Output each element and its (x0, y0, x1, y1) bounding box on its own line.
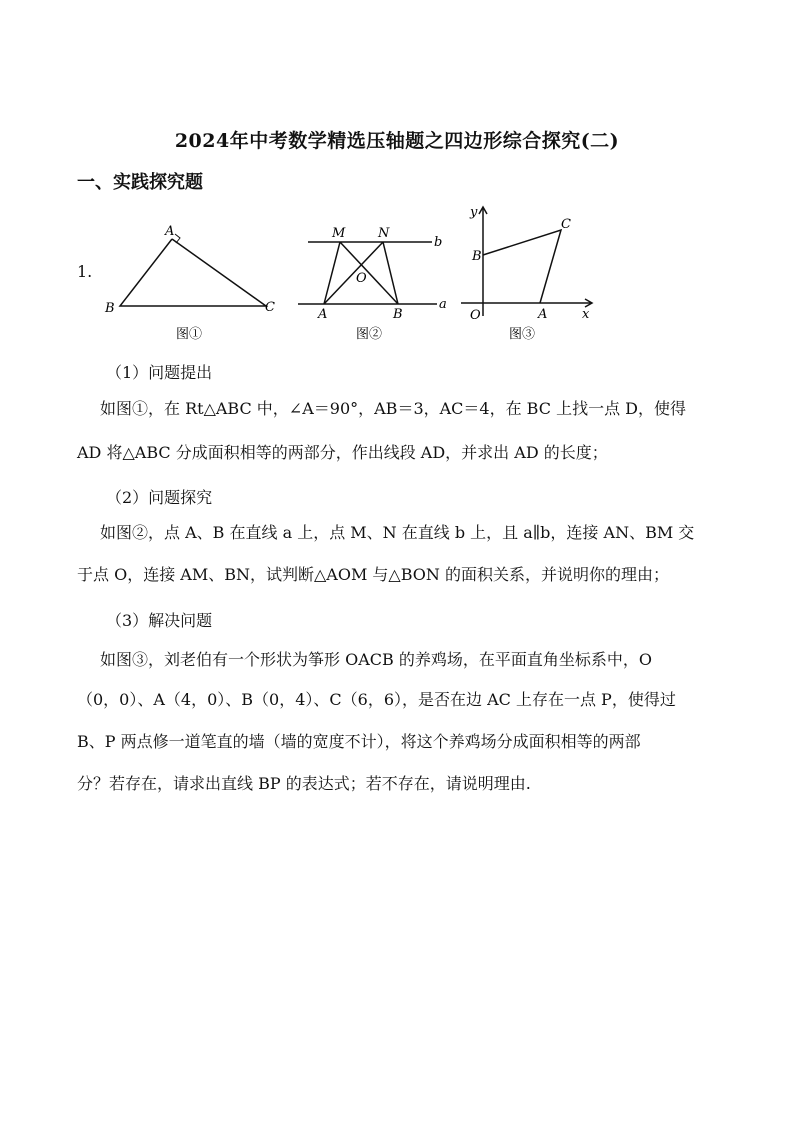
fig3-label-a: A (538, 307, 548, 322)
fig1-label-c: C (265, 300, 275, 315)
fig2-label-a-line: a (439, 297, 447, 312)
segment-bm (340, 242, 398, 304)
part1-line2: AD 将△ABC 分成面积相等的两部分，作出线段 AD，并求出 AD 的长度； (77, 443, 608, 462)
section-heading: 一、实践探究题 (77, 172, 203, 193)
part3-line1: 如图③，刘老伯有一个形状为筝形 OACB 的养鸡场，在平面直角坐标系中，O (100, 650, 652, 669)
page-title: 2024年中考数学精选压轴题之四边形综合探究(二) (174, 130, 620, 152)
figure-1 (120, 234, 266, 306)
segment-an (324, 242, 383, 304)
fig2-label-m: M (332, 226, 346, 241)
part2-line1: 如图②，点 A、B 在直线 a 上，点 M、N 在直线 b 上，且 a∥b，连接 AN、BM 交 (100, 523, 695, 542)
fig2-label-o: O (356, 271, 367, 286)
figure-2 (298, 242, 437, 304)
part3-heading: （3）解决问题 (106, 611, 213, 630)
fig3-label-c: C (561, 217, 571, 232)
fig2-label-a: A (318, 307, 328, 322)
fig3-label-o: O (470, 308, 481, 323)
fig3-caption: 图③ (509, 327, 536, 342)
part2-heading: （2）问题探究 (106, 488, 213, 507)
part3-line4: 分？若存在，请求出直线 BP 的表达式；若不存在，请说明理由. (77, 774, 531, 793)
fig3-label-b: B (472, 249, 482, 264)
figures (96, 198, 616, 348)
question-number: 1. (77, 262, 93, 281)
part1-line1: 如图①，在 Rt△ABC 中，∠A＝90°，AB＝3，AC＝4，在 BC 上找一点 D，使得 (100, 399, 686, 418)
fig1-label-a: A (165, 224, 175, 239)
fig2-label-n: N (378, 226, 390, 241)
fig2-caption: 图② (356, 327, 383, 342)
part3-line3: B、P 两点修一道笔直的墙（墙的宽度不计），将这个养鸡场分成面积相等的两部 (77, 732, 641, 751)
segment-bn (383, 242, 398, 304)
fig2-label-b-line: b (434, 235, 443, 250)
fig3-label-y: y (470, 205, 478, 220)
fig1-caption: 图① (176, 327, 203, 342)
part2-line2: 于点 O，连接 AM、BN，试判断△AOM 与△BON 的面积关系，并说明你的理由； (77, 565, 669, 584)
kite-oacb (483, 230, 561, 303)
fig1-label-b: B (105, 301, 115, 316)
part1-heading: （1）问题提出 (106, 363, 213, 382)
fig2-label-b: B (393, 307, 403, 322)
part3-line2: （0，0）、A（4，0）、B（0，4）、C（6，6），是否在边 AC 上存在一点 P，使得过 (77, 690, 676, 709)
fig3-label-x: x (582, 307, 590, 322)
triangle-abc (120, 239, 266, 306)
